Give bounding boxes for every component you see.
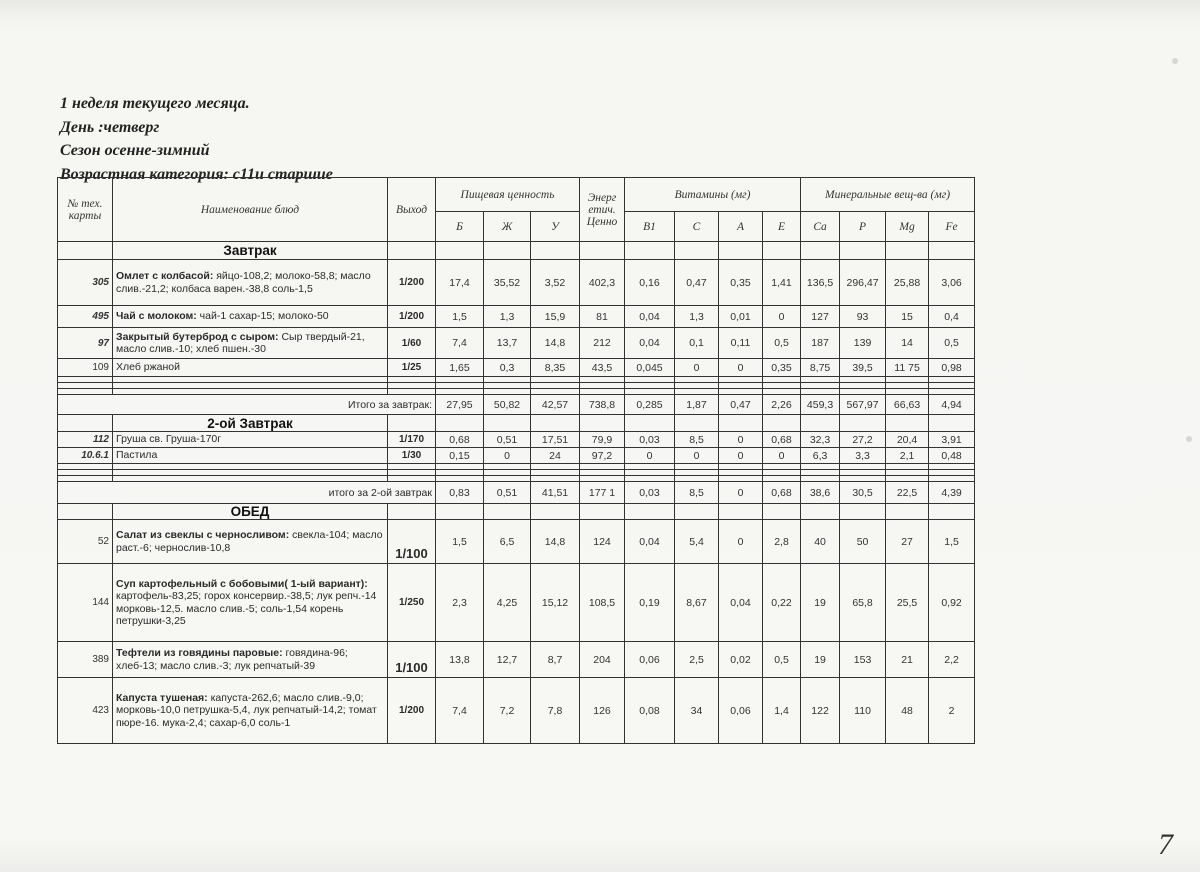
value-cell: 0,35 bbox=[763, 359, 801, 377]
dish-name bbox=[113, 520, 388, 564]
value-cell: 0 bbox=[719, 520, 763, 564]
dish-title: Суп картофельный с бобовыми( 1-ый вариант): bbox=[116, 577, 368, 590]
card-number: 109 bbox=[58, 359, 113, 377]
total-label: итого за 2-ой завтрак bbox=[58, 482, 436, 504]
value-cell: 1,3 bbox=[484, 306, 531, 328]
value-cell: 0 bbox=[484, 448, 531, 464]
col-minerals: Минеральные вещ-ва (мг) bbox=[801, 178, 975, 212]
dish-output: 1/60 bbox=[388, 328, 436, 359]
value-cell: 0,01 bbox=[719, 306, 763, 328]
total-value-cell: 0,03 bbox=[625, 482, 675, 504]
value-cell: 1,5 bbox=[436, 306, 484, 328]
value-cell: 0 bbox=[719, 448, 763, 464]
card-number: 97 bbox=[58, 328, 113, 359]
value-cell: 20,4 bbox=[886, 432, 929, 448]
value-cell: 6,5 bbox=[484, 520, 531, 564]
value-cell: 0,5 bbox=[929, 328, 975, 359]
menu-table bbox=[57, 177, 975, 744]
value-cell: 7,4 bbox=[436, 328, 484, 359]
value-cell: 0,06 bbox=[625, 642, 675, 678]
value-cell: 296,47 bbox=[840, 260, 886, 306]
value-cell: 11 75 bbox=[886, 359, 929, 377]
total-value-cell: 42,57 bbox=[531, 395, 580, 415]
total-row bbox=[58, 395, 975, 415]
value-cell: 25,88 bbox=[886, 260, 929, 306]
col-name: Наименование блюд bbox=[113, 178, 388, 242]
dish-ingredients: чай-1 сахар-15; молоко-50 bbox=[196, 310, 329, 323]
value-cell: 0,045 bbox=[625, 359, 675, 377]
col-p: P bbox=[840, 212, 886, 242]
value-cell: 402,3 bbox=[580, 260, 625, 306]
value-cell: 0 bbox=[763, 448, 801, 464]
value-cell: 13,8 bbox=[436, 642, 484, 678]
col-e: E bbox=[763, 212, 801, 242]
value-cell: 110 bbox=[840, 678, 886, 744]
table-row bbox=[58, 642, 975, 678]
card-number: 144 bbox=[58, 564, 113, 642]
value-cell: 212 bbox=[580, 328, 625, 359]
dish-name bbox=[113, 448, 388, 464]
table-row bbox=[58, 564, 975, 642]
value-cell: 0,48 bbox=[929, 448, 975, 464]
value-cell: 8,5 bbox=[675, 432, 719, 448]
value-cell: 0,04 bbox=[625, 520, 675, 564]
value-cell: 0 bbox=[675, 448, 719, 464]
value-cell: 27 bbox=[886, 520, 929, 564]
dish-title: Капуста тушеная: bbox=[116, 691, 208, 704]
value-cell: 122 bbox=[801, 678, 840, 744]
total-value-cell: 22,5 bbox=[886, 482, 929, 504]
document-header bbox=[60, 92, 333, 186]
value-cell: 1,4 bbox=[763, 678, 801, 744]
value-cell: 0,92 bbox=[929, 564, 975, 642]
value-cell: 6,3 bbox=[801, 448, 840, 464]
table-row bbox=[58, 328, 975, 359]
value-cell: 43,5 bbox=[580, 359, 625, 377]
value-cell: 0,19 bbox=[625, 564, 675, 642]
value-cell: 7,8 bbox=[531, 678, 580, 744]
col-c: C bbox=[675, 212, 719, 242]
total-value-cell: 0,285 bbox=[625, 395, 675, 415]
value-cell: 4,25 bbox=[484, 564, 531, 642]
value-cell: 124 bbox=[580, 520, 625, 564]
card-number: 495 bbox=[58, 306, 113, 328]
dish-output: 1/200 bbox=[388, 306, 436, 328]
value-cell: 139 bbox=[840, 328, 886, 359]
value-cell: 2,2 bbox=[929, 642, 975, 678]
value-cell: 14,8 bbox=[531, 328, 580, 359]
value-cell: 0,4 bbox=[929, 306, 975, 328]
table-row bbox=[58, 359, 975, 377]
dish-title: Салат из свеклы с черносливом: bbox=[116, 529, 290, 541]
dish-name bbox=[113, 260, 388, 306]
value-cell: 2,8 bbox=[763, 520, 801, 564]
col-output: Выход bbox=[388, 178, 436, 242]
value-cell: 3,06 bbox=[929, 260, 975, 306]
value-cell: 17,4 bbox=[436, 260, 484, 306]
value-cell: 0,08 bbox=[625, 678, 675, 744]
dish-output: 1/200 bbox=[388, 260, 436, 306]
value-cell: 24 bbox=[531, 448, 580, 464]
card-number: 112 bbox=[58, 432, 113, 448]
value-cell: 0,04 bbox=[625, 328, 675, 359]
total-value-cell: 4,94 bbox=[929, 395, 975, 415]
value-cell: 0,15 bbox=[436, 448, 484, 464]
dish-title: Тефтели из говядины паровые: bbox=[116, 647, 283, 659]
value-cell: 0,51 bbox=[484, 432, 531, 448]
value-cell: 0,02 bbox=[719, 642, 763, 678]
value-cell: 3,91 bbox=[929, 432, 975, 448]
col-mg: Mg bbox=[886, 212, 929, 242]
value-cell: 2 bbox=[929, 678, 975, 744]
value-cell: 13,7 bbox=[484, 328, 531, 359]
table-row bbox=[58, 520, 975, 564]
value-cell: 14 bbox=[886, 328, 929, 359]
table-row bbox=[58, 448, 975, 464]
value-cell: 2,5 bbox=[675, 642, 719, 678]
value-cell: 21 bbox=[886, 642, 929, 678]
dish-output: 1/170 bbox=[388, 432, 436, 448]
week-line: 1 неделя текущего месяца. bbox=[60, 95, 250, 112]
value-cell: 97,2 bbox=[580, 448, 625, 464]
value-cell: 2,3 bbox=[436, 564, 484, 642]
value-cell: 204 bbox=[580, 642, 625, 678]
col-zh: Ж bbox=[484, 212, 531, 242]
col-card: № тех. карты bbox=[58, 178, 113, 242]
total-value-cell: 0,83 bbox=[436, 482, 484, 504]
dish-ingredients: Сыр твердый-21, масло слив.-10; хлеб пшен.-30 bbox=[116, 330, 365, 355]
value-cell: 15,9 bbox=[531, 306, 580, 328]
value-cell: 0,04 bbox=[719, 564, 763, 642]
dish-output: 1/25 bbox=[388, 359, 436, 377]
total-value-cell: 38,6 bbox=[801, 482, 840, 504]
value-cell: 0,16 bbox=[625, 260, 675, 306]
dish-ingredients: картофель-83,25; горох консервир.-38,5; лук репч.-14 морковь-12,5. масло слив.-5; соль-1,54 корень петрушки-3,25 bbox=[116, 590, 377, 627]
value-cell: 7,4 bbox=[436, 678, 484, 744]
value-cell: 15,12 bbox=[531, 564, 580, 642]
dish-ingredients: Груша св. Груша-170г bbox=[116, 433, 222, 446]
section-row bbox=[58, 415, 975, 432]
value-cell: 3,52 bbox=[531, 260, 580, 306]
value-cell: 0,22 bbox=[763, 564, 801, 642]
card-number: 10.6.1 bbox=[58, 448, 113, 464]
dish-output: 1/250 bbox=[388, 564, 436, 642]
dish-ingredients: Хлеб ржаной bbox=[116, 361, 180, 374]
value-cell: 40 bbox=[801, 520, 840, 564]
total-value-cell: 8,5 bbox=[675, 482, 719, 504]
value-cell: 0,06 bbox=[719, 678, 763, 744]
table-row bbox=[58, 306, 975, 328]
punch-hole bbox=[1186, 436, 1192, 442]
dish-output: 1/100 bbox=[388, 520, 436, 564]
dish-name bbox=[113, 564, 388, 642]
total-value-cell: 50,82 bbox=[484, 395, 531, 415]
total-value-cell: 459,3 bbox=[801, 395, 840, 415]
value-cell: 93 bbox=[840, 306, 886, 328]
total-value-cell: 0,51 bbox=[484, 482, 531, 504]
col-ca: Ca bbox=[801, 212, 840, 242]
value-cell: 50 bbox=[840, 520, 886, 564]
value-cell: 1,5 bbox=[436, 520, 484, 564]
total-value-cell: 177 1 bbox=[580, 482, 625, 504]
table-row bbox=[58, 678, 975, 744]
table-row bbox=[58, 432, 975, 448]
dish-output: 1/200 bbox=[388, 678, 436, 744]
dish-name bbox=[113, 432, 388, 448]
value-cell: 8,67 bbox=[675, 564, 719, 642]
value-cell: 1,5 bbox=[929, 520, 975, 564]
dish-output: 1/100 bbox=[388, 642, 436, 678]
value-cell: 0 bbox=[719, 432, 763, 448]
value-cell: 27,2 bbox=[840, 432, 886, 448]
value-cell: 1,3 bbox=[675, 306, 719, 328]
age-category-line: Возрастная категория: с11и старшие bbox=[60, 165, 333, 183]
value-cell: 17,51 bbox=[531, 432, 580, 448]
value-cell: 39,5 bbox=[840, 359, 886, 377]
dish-title: Омлет с колбасой: bbox=[116, 270, 214, 282]
dish-name bbox=[113, 678, 388, 744]
value-cell: 0,35 bbox=[719, 260, 763, 306]
dish-name bbox=[113, 359, 388, 377]
value-cell: 1,65 bbox=[436, 359, 484, 377]
col-u: У bbox=[531, 212, 580, 242]
value-cell: 0,98 bbox=[929, 359, 975, 377]
value-cell: 8,75 bbox=[801, 359, 840, 377]
dish-name bbox=[113, 306, 388, 328]
value-cell: 35,52 bbox=[484, 260, 531, 306]
value-cell: 2,1 bbox=[886, 448, 929, 464]
value-cell: 19 bbox=[801, 642, 840, 678]
value-cell: 127 bbox=[801, 306, 840, 328]
section-row bbox=[58, 504, 975, 520]
dish-ingredients: яйцо-108,2; молоко-58,8; масло слив.-21,2; колбаса варен.-38,8 соль-1,5 bbox=[116, 270, 371, 295]
value-cell: 65,8 bbox=[840, 564, 886, 642]
section-title: 2-ой Завтрак bbox=[113, 415, 388, 432]
value-cell: 32,3 bbox=[801, 432, 840, 448]
col-energy: Энерг етич. Ценно bbox=[580, 178, 625, 242]
value-cell: 19 bbox=[801, 564, 840, 642]
section-row bbox=[58, 242, 975, 260]
total-label: Итого за завтрак: bbox=[58, 395, 436, 415]
value-cell: 0,68 bbox=[763, 432, 801, 448]
value-cell: 15 bbox=[886, 306, 929, 328]
value-cell: 81 bbox=[580, 306, 625, 328]
col-nutrition: Пищевая ценность bbox=[436, 178, 580, 212]
section-title: ОБЕД bbox=[113, 504, 388, 520]
day-line: День :четверг bbox=[60, 118, 160, 136]
value-cell: 79,9 bbox=[580, 432, 625, 448]
total-row bbox=[58, 482, 975, 504]
value-cell: 126 bbox=[580, 678, 625, 744]
dish-output: 1/30 bbox=[388, 448, 436, 464]
total-value-cell: 4,39 bbox=[929, 482, 975, 504]
dish-name bbox=[113, 328, 388, 359]
dish-title: Чай с молоком: bbox=[116, 310, 197, 323]
total-value-cell: 738,8 bbox=[580, 395, 625, 415]
value-cell: 7,2 bbox=[484, 678, 531, 744]
value-cell: 0,5 bbox=[763, 642, 801, 678]
value-cell: 0 bbox=[719, 359, 763, 377]
value-cell: 48 bbox=[886, 678, 929, 744]
total-value-cell: 0 bbox=[719, 482, 763, 504]
value-cell: 187 bbox=[801, 328, 840, 359]
total-value-cell: 567,97 bbox=[840, 395, 886, 415]
value-cell: 136,5 bbox=[801, 260, 840, 306]
value-cell: 8,35 bbox=[531, 359, 580, 377]
total-value-cell: 1,87 bbox=[675, 395, 719, 415]
total-value-cell: 30,5 bbox=[840, 482, 886, 504]
value-cell: 0,03 bbox=[625, 432, 675, 448]
page-number: 7 bbox=[1158, 828, 1173, 861]
section-title: Завтрак bbox=[113, 242, 388, 260]
value-cell: 14,8 bbox=[531, 520, 580, 564]
table-row bbox=[58, 260, 975, 306]
total-value-cell: 41,51 bbox=[531, 482, 580, 504]
col-b1: B1 bbox=[625, 212, 675, 242]
dish-ingredients: свекла-104; масло раст.-6; чернослив-10,8 bbox=[116, 529, 383, 554]
season-line: Сезон осенне-зимний bbox=[60, 142, 210, 159]
value-cell: 0 bbox=[763, 306, 801, 328]
value-cell: 3,3 bbox=[840, 448, 886, 464]
col-vitamins: Витамины (мг) bbox=[625, 178, 801, 212]
value-cell: 0,04 bbox=[625, 306, 675, 328]
value-cell: 12,7 bbox=[484, 642, 531, 678]
value-cell: 0,11 bbox=[719, 328, 763, 359]
value-cell: 0,68 bbox=[436, 432, 484, 448]
card-number: 423 bbox=[58, 678, 113, 744]
value-cell: 0,5 bbox=[763, 328, 801, 359]
card-number: 52 bbox=[58, 520, 113, 564]
dish-ingredients: говядина-96; хлеб-13; масло слив.-3; лук репчатый-39 bbox=[116, 647, 348, 672]
dish-name bbox=[113, 642, 388, 678]
total-value-cell: 0,47 bbox=[719, 395, 763, 415]
value-cell: 25,5 bbox=[886, 564, 929, 642]
card-number: 305 bbox=[58, 260, 113, 306]
total-value-cell: 0,68 bbox=[763, 482, 801, 504]
value-cell: 153 bbox=[840, 642, 886, 678]
card-number: 389 bbox=[58, 642, 113, 678]
value-cell: 108,5 bbox=[580, 564, 625, 642]
dish-ingredients: Пастила bbox=[116, 449, 158, 462]
col-b: Б bbox=[436, 212, 484, 242]
value-cell: 0,1 bbox=[675, 328, 719, 359]
col-a: A bbox=[719, 212, 763, 242]
value-cell: 1,41 bbox=[763, 260, 801, 306]
value-cell: 0 bbox=[625, 448, 675, 464]
punch-hole bbox=[1172, 58, 1178, 64]
value-cell: 34 bbox=[675, 678, 719, 744]
total-value-cell: 66,63 bbox=[886, 395, 929, 415]
total-value-cell: 2,26 bbox=[763, 395, 801, 415]
col-fe: Fe bbox=[929, 212, 975, 242]
dish-ingredients: капуста-262,6; масло слив.-9,0; морковь-10,0 петрушка-5,4, лук репчатый-14,2; томат пюре-16. мука-2,4; сахар-6,0 соль-1 bbox=[116, 691, 377, 729]
total-value-cell: 27,95 bbox=[436, 395, 484, 415]
dish-title: Закрытый бутерброд с сыром: bbox=[116, 330, 279, 343]
value-cell: 0,3 bbox=[484, 359, 531, 377]
value-cell: 0 bbox=[675, 359, 719, 377]
value-cell: 8,7 bbox=[531, 642, 580, 678]
value-cell: 0,47 bbox=[675, 260, 719, 306]
value-cell: 5,4 bbox=[675, 520, 719, 564]
